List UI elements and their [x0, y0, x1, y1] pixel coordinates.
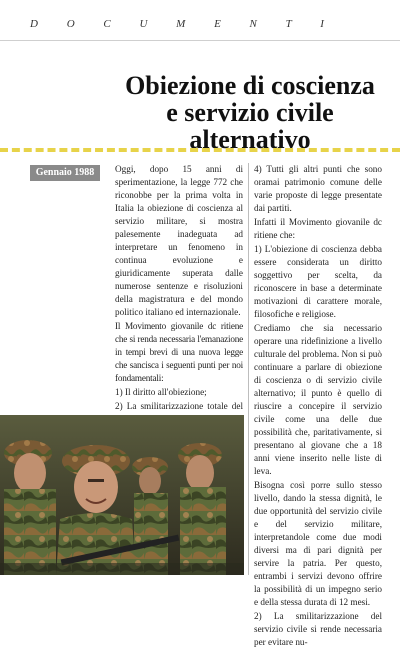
right-paragraph-6: 2) La smilitarizzazione del servizio civile si rende necessaria per evitare nu-	[254, 611, 382, 647]
left-paragraph-1: Oggi, dopo 15 anni di sperimentazione, la legge 772 che riconobbe per la prima volta in Italia la obiezione di coscienza al servizio militare, si mostra palesemente inadeguata ad interpretare un fenomeno in continua evoluzione e giuridicamente superata dalle numerose sentenze e risoluzioni della magistratura e del mondo politico italiano ed internazionale.	[115, 164, 243, 317]
article-title	[100, 72, 400, 153]
left-paragraph-2: Il Movimento giovanile dc ritiene che si renda necessaria l'emanazione in tempi brevi di una nuova legge che sancisca i seguenti punti per noi fondamentali:	[115, 321, 243, 383]
right-paragraph-4: Crediamo che sia necessario operare una ridefinizione a livello culturale del problema. Non si può continuare a parlare di obiezione di coscienza o di servizio civile alternativo; il punto è quello di riuscire a concepire il servizio civile come una delle due possibilità che, paritativamente, si presentano al giovane che a 18 anni viene inserito nelle liste di leva.	[254, 323, 382, 476]
right-paragraph-5: Bisogna così porre sullo stesso livello, dando la stessa dignità, le due opportunità del servizio civile e del servizio militare, interpretandole come due modi diversi ma di pari dignità per servire la patria. Per questo, entrambi i servizi devono offrire la possibilità di un impegno serio e della stessa durata di 12 mesi.	[254, 480, 382, 607]
date-label: Gennaio 1988	[30, 165, 100, 181]
right-paragraph-1: 4) Tutti gli altri punti che sono oramai patrimonio comune delle varie proposte di legge presentate dai partiti.	[254, 164, 382, 213]
title-line-3: alternativo	[189, 125, 311, 154]
header-bar	[0, 0, 400, 41]
left-paragraph-4: 2) La smilitarizzazione totale del	[115, 401, 243, 411]
left-paragraph-3: 1) Il diritto all'obiezione;	[115, 387, 207, 397]
yellow-dashed-divider	[0, 148, 400, 152]
right-paragraph-3: 1) L'obiezione di coscienza debba essere considerata un diritto soggettivo per scelta, da riconoscere in base a determinate motivazioni di carattere morale, filosofiche e religiose.	[254, 244, 382, 319]
right-text-column	[254, 163, 382, 650]
title-line-2: e servizio civile	[166, 98, 334, 127]
column-divider	[248, 163, 249, 575]
title-line-1: Obiezione di coscienza	[125, 71, 375, 100]
section-tag: D O C U M E N T I	[30, 18, 337, 30]
soldiers-photo	[0, 415, 244, 575]
soldiers-photo-illustration	[0, 415, 244, 575]
right-paragraph-2: Infatti il Movimento giovanile dc ritiene che:	[254, 217, 382, 240]
